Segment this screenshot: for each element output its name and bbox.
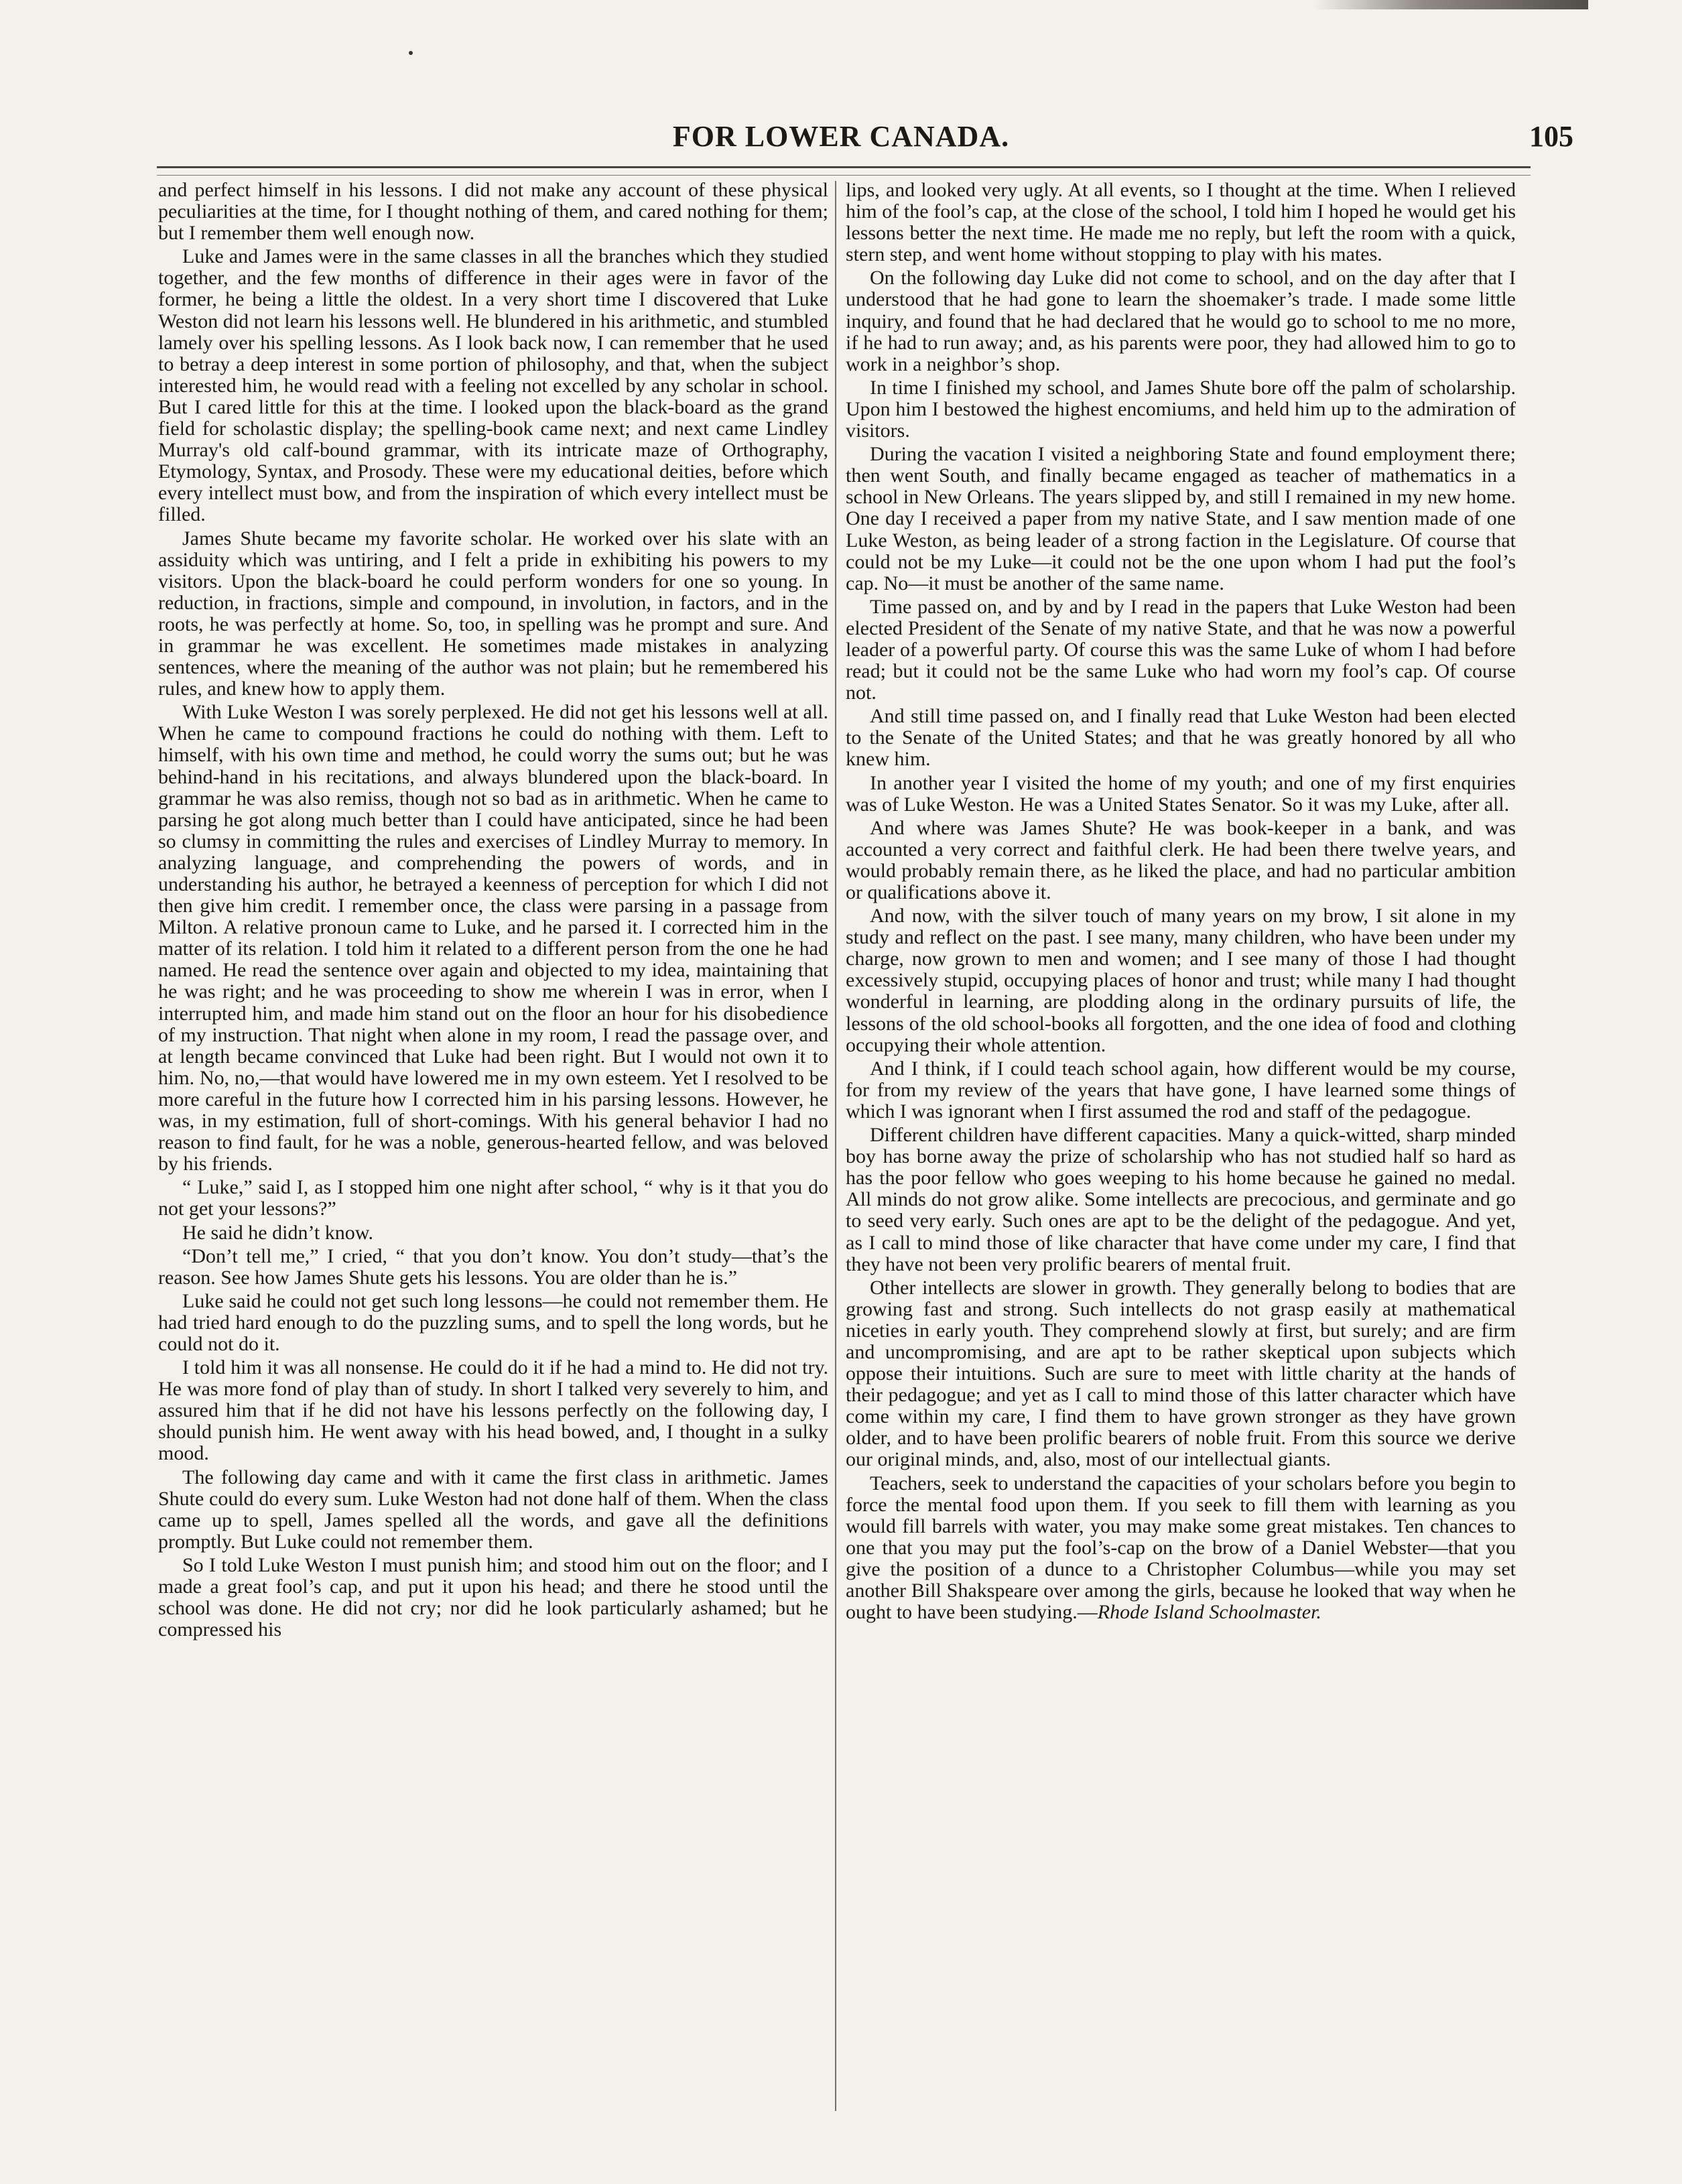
running-title: FOR LOWER CANADA. xyxy=(672,120,1010,153)
paragraph: So I told Luke Weston I must punish him; and stood him out on the floor; and I made a great fool’s cap, and put it upon his head; and there he stood until the school was done. He did not cry; nor did he look particularly ashamed; but he compressed his xyxy=(158,1553,828,1641)
paragraph-text: Teachers, seek to understand the capacities of your scholars before you begin to force the mental food upon them. If you seek to fill them with learning as you would fill barrels with water, you may make some great mistakes. Ten chances to one that you may put the fool’s-cap on the brow of a Daniel Webster—that you give the position of a dunce to a Christopher Columbus—while you may set another Bill Shakspeare over among the girls, because he looked that way when he ought to have been studying.— xyxy=(846,1472,1516,1624)
closing-paragraph xyxy=(846,1473,1516,1624)
page-number: 105 xyxy=(1529,120,1573,153)
paragraph: Luke said he could not get such long lessons—he could not remember them. He had tried hard enough to do the puzzling sums, and to spell the long words, but he could not do it. xyxy=(158,1289,828,1355)
ink-speck xyxy=(409,51,413,55)
paragraph: James Shute became my favorite scholar. He worked over his slate with an assiduity which was untiring, and I felt a pride in exhibiting his powers to my visitors. Upon the black-board he could perform wonders for one so young. In reduction, in fractions, simple and compound, in involution, in factors, and in the roots, he was perfectly at home. So, too, in spelling was he prompt and sure. And in grammar he was excellent. He sometimes made mistakes in analyzing sentences, where the meaning of the author was not plain; but he remembered his rules, and knew how to apply them. xyxy=(158,527,828,700)
paragraph: “ Luke,” said I, as I stopped him one night after school, “ why is it that you do not get your lessons?” xyxy=(158,1176,828,1220)
paragraph: lips, and looked very ugly. At all events, so I thought at the time. When I relieved him of the fool’s cap, at the close of the school, I told him I hoped he would get his lessons better the next time. He made me no reply, but left the room with a quick, stern step, and went home without stopping to play with his mates. xyxy=(846,180,1516,266)
paragraph: and perfect himself in his lessons. I did not make any account of these physical peculiarities at the time, for I thought nothing of them, and cared nothing for them; but I remember them well enough now. xyxy=(158,180,828,245)
header-rule xyxy=(157,166,1531,176)
paragraph: Luke and James were in the same classes in all the branches which they studied together, and the few months of difference in their ages were in favor of the former, he being a little the oldest. In a very short time I discovered that Luke Weston did not learn his lessons well. He blundered in his arithmetic, and stumbled lamely over his spelling lessons. As I look back now, I can remember that he used to betray a deep interest in some portion of philosophy, and that, when the subject interested him, he would read with a feeling not excelled by any scholar in school. But I cared little for this at the time. I looked upon the black-board as the grand field for scholastic display; the spelling-book came next; and next came Lindley Murray's old calf-bound grammar, with its intricate maze of Orthography, Etymology, Syntax, and Prosody. These were my educational deities, before which every intellect must bow, and from the inspiration of which every intellect must be filled. xyxy=(158,245,828,526)
paragraph: In time I finished my school, and James Shute bore off the palm of scholarship. Upon him I bestowed the highest encomiums, and held him up to the admiration of visitors. xyxy=(846,376,1516,442)
source-attribution: Rhode Island Schoolmaster. xyxy=(1097,1601,1321,1624)
paragraph: Different children have different capacities. Many a quick-witted, sharp minded boy has borne away the prize of scholarship who has not studied half so hard as has the poor fellow who goes weeping to his home because he gained no medal. All minds do not grow alike. Some intellects are precocious, and germinate and go to seed very early. Such ones are apt to be the delight of the pedagogue. And yet, as I call to mind those of like character that have come under my care, I find that they have not been very prolific bearers of mental fruit. xyxy=(846,1124,1516,1275)
paragraph: Other intellects are slower in growth. They generally belong to bodies that are growing fast and strong. Such intellects do not grasp easily at mathematical niceties in early youth. They comprehend slowly at first, but surely; and are firm and uncompromising, and are apt to be rather skeptical upon subjects which oppose their intuitions. Such are sure to meet with little charity at the hands of their pedagogue; and yet as I call to mind those of this latter character which have come within my care, I find them to have grown stronger as they have grown older, and to have been prolific bearers of noble fruit. From this source we derive our original minds, and, also, most of our intellectual giants. xyxy=(846,1276,1516,1471)
paragraph: With Luke Weston I was sorely perplexed. He did not get his lessons well at all. When he came to compound fractions he could do nothing with them. Left to himself, with his own time and method, he could worry the sums out; but he was behind-hand in his recitations, and always blundered upon the black-board. In grammar he was also remiss, though not so bad as in arithmetic. When he came to parsing he got along much better than I could have anticipated, since he had been so clumsy in committing the rules and exercises of Lindley Murray to memory. In analyzing language, and comprehending the powers of words, and in understanding his author, he betrayed a keenness of perception for which I did not then give him credit. I remember once, the class were parsing in a passage from Milton. A relative pronoun came to Luke, and he parsed it. I corrected him in the matter of its relation. I told him it related to a different person from the one he had named. He read the sentence over again and objected to my idea, maintaining that he was right; and he was proceeding to show me wherein I was in error, when I interrupted him, and made him stand out on the floor an hour for his disobedience of my instruction. That night when alone in my room, I read the passage over, and at length became convinced that Luke had been right. But I would not own it to him. No, no,—that would have lowered me in my own esteem. Yet I resolved to be more careful in the future how I corrected him in his parsing lessons. However, he was, in my estimation, full of short-comings. With his general behavior I had no reason to find fault, for he was a noble, generous-hearted fellow, and was beloved by his friends. xyxy=(158,701,828,1175)
right-column xyxy=(846,180,1516,2123)
paragraph: In another year I visited the home of my youth; and one of my first enquiries was of Luke Weston. He was a United States Senator. So it was my Luke, after all. xyxy=(846,771,1516,816)
scan-edge-mark xyxy=(1313,0,1588,9)
paragraph: On the following day Luke did not come to school, and on the day after that I understood that he had gone to learn the shoemaker’s trade. I made some little inquiry, and found that he had declared that he would go to school to me no more, if he had to run away; and, as his parents were poor, they had allowed him to go to work in a neighbor’s shop. xyxy=(846,267,1516,375)
paragraph: “Don’t tell me,” I cried, “ that you don’t know. You don’t study—that’s the reason. See how James Shute gets his lessons. You are older than he is.” xyxy=(158,1244,828,1289)
column-divider xyxy=(835,181,836,2111)
paragraph: And I think, if I could teach school again, how different would be my course, for from my review of the years that have gone, I have learned some things of which I was ignorant when I first assumed the rod and staff of the pedagogue. xyxy=(846,1057,1516,1122)
paragraph: And still time passed on, and I finally read that Luke Weston had been elected to the Senate of the United States; and that he was greatly honored by all who knew him. xyxy=(846,705,1516,771)
paragraph: He said he didn’t know. xyxy=(182,1221,373,1244)
left-column xyxy=(158,180,828,2123)
paragraph: The following day came and with it came the first class in arithmetic. James Shute could do every sum. Luke Weston had not done half of them. When the class came up to spell, James spelled all the words, and gave all the definitions promptly. But Luke could not remember them. xyxy=(158,1466,828,1553)
paragraph: During the vacation I visited a neighboring State and found employment there; then went South, and finally became engaged as teacher of mathematics in a school in New Orleans. The years slipped by, and still I remained in my new home. One day I received a paper from my native State, and I saw mention made of one Luke Weston, as being leader of a strong faction in the Legislature. Of course that could not be my Luke—it could not be the one upon whom I had put the fool’s cap. No—it must be another of the same name. xyxy=(846,443,1516,594)
page-header xyxy=(0,119,1682,166)
paragraph: I told him it was all nonsense. He could do it if he had a mind to. He did not try. He was more fond of play than of study. In short I talked very severely to him, and assured him that if he did not have his lessons perfectly on the following day, I should punish him. He went away with his head bowed, and, I thought in a sulky mood. xyxy=(158,1356,828,1465)
paragraph: Time passed on, and by and by I read in the papers that Luke Weston had been elected President of the Senate of my native State, and that he was now a powerful leader of a powerful party. Of course this was the same Luke of whom I had before read; but it could not be the same Luke who had worn my fool’s cap. Of course not. xyxy=(846,595,1516,704)
paragraph: And now, with the silver touch of many years on my brow, I sit alone in my study and reflect on the past. I see many, many children, who have been under my charge, now grown to men and women; and I see many of those I had thought excessively stupid, occupying places of honor and trust; while many I had thought wonderful in learning, are plodding along in the ordinary pursuits of life, the lessons of the old school-books all forgotten, and the one idea of food and clothing occupying their whole attention. xyxy=(846,905,1516,1056)
paragraph: And where was James Shute? He was book-keeper in a bank, and was accounted a very correct and faithful clerk. He had been there twelve years, and would probably remain there, as he liked the place, and had no particular ambition or qualifications above it. xyxy=(846,816,1516,903)
